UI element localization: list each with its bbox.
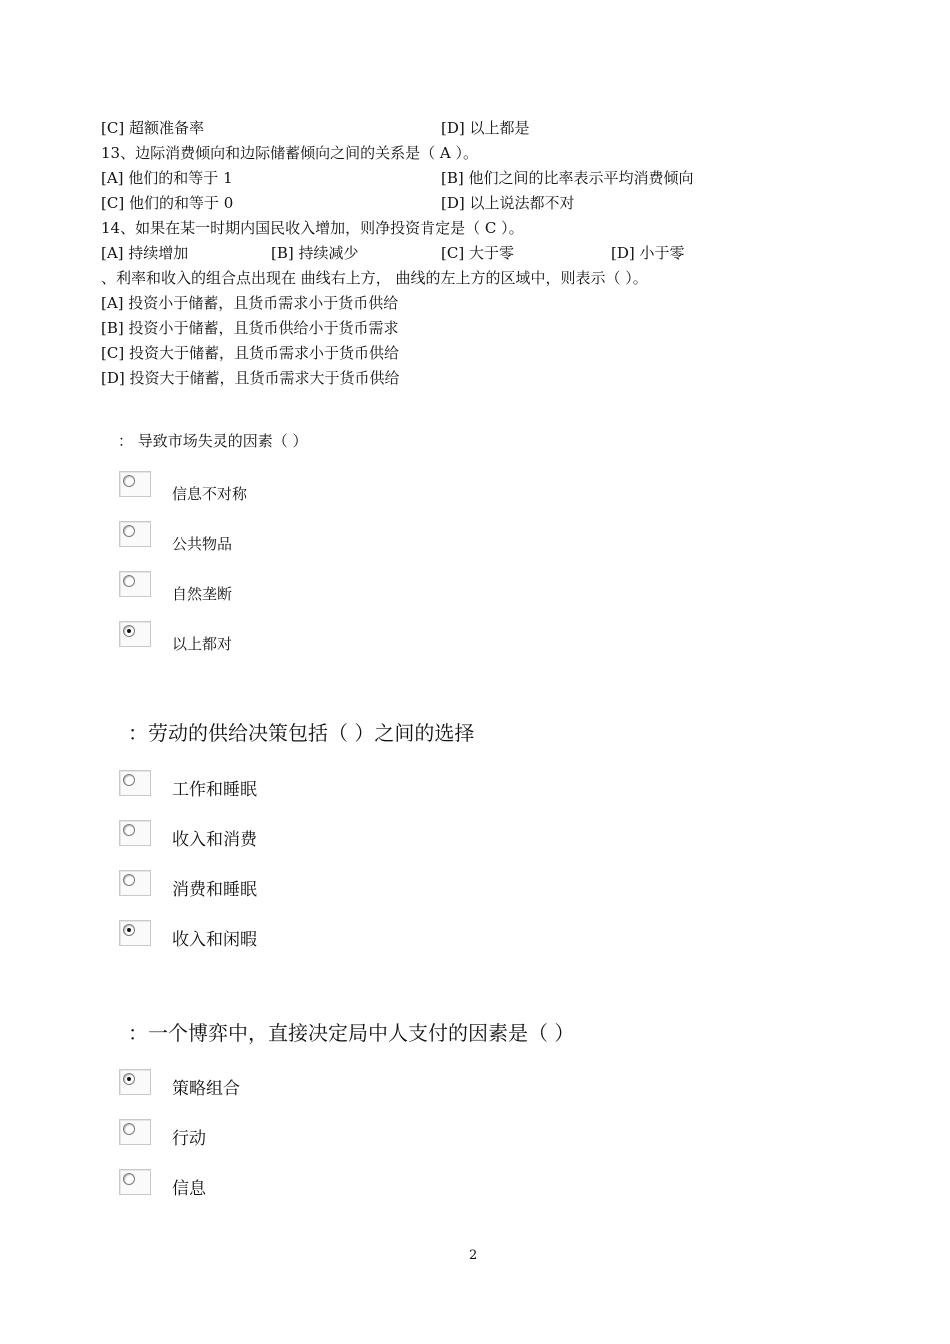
radio-q1-label-1: 信息不对称: [172, 485, 248, 503]
radio-q1-stem: ： 导致市场失灵的因素（ ）: [118, 432, 308, 450]
radio-button-selected-icon: [123, 625, 135, 637]
radio-q3-label-3: 信息: [172, 1179, 206, 1199]
radio-button-icon: [123, 525, 135, 537]
radio-q3-option-1[interactable]: [119, 1069, 151, 1095]
q13-option-c: [C] 他们的和等于 0: [101, 194, 234, 212]
radio-q1-label-3: 自然垄断: [172, 585, 233, 603]
q15-option-a: [A] 投资小于储蓄，且货币需求小于货币供给: [101, 294, 399, 312]
radio-button-selected-icon: [123, 924, 135, 936]
radio-q1-option-4[interactable]: [119, 621, 151, 647]
q15-option-d: [D] 投资大于储蓄，且货币需求大于货币供给: [101, 369, 400, 387]
radio-q2-label-1: 工作和睡眠: [172, 780, 257, 800]
q14-option-b: [B] 持续减少: [271, 244, 359, 262]
radio-q3-option-2[interactable]: [119, 1119, 151, 1145]
radio-button-selected-icon: [123, 1073, 135, 1085]
radio-q2-option-1[interactable]: [119, 770, 151, 796]
radio-button-icon: [123, 774, 135, 786]
radio-q1-option-3[interactable]: [119, 571, 151, 597]
radio-q2-option-4[interactable]: [119, 920, 151, 946]
radio-q1-label-4: 以上都对: [172, 635, 233, 653]
radio-q2-option-2[interactable]: [119, 820, 151, 846]
q15-option-c: [C] 投资大于储蓄，且货币需求小于货币供给: [101, 344, 399, 362]
radio-q3-option-3[interactable]: [119, 1169, 151, 1195]
q14-stem: 14、如果在某一时期内国民收入增加，则净投资肯定是（ C ）。: [101, 219, 524, 237]
q14-option-c: [C] 大于零: [441, 244, 514, 262]
radio-button-icon: [123, 1123, 135, 1135]
q13-option-d: [D] 以上说法都不对: [441, 194, 575, 212]
q13-option-a: [A] 他们的和等于 1: [101, 169, 233, 187]
q13-option-b: [B] 他们之间的比率表示平均消费倾向: [441, 169, 694, 187]
q14-option-d: [D] 小于零: [611, 244, 685, 262]
radio-q2-option-3[interactable]: [119, 870, 151, 896]
q12-option-c: [C] 超额准备率: [101, 119, 204, 137]
radio-button-icon: [123, 475, 135, 487]
page-number: 2: [469, 1248, 478, 1263]
radio-button-icon: [123, 575, 135, 587]
q13-stem: 13、边际消费倾向和边际储蓄倾向之间的关系是（ A ）。: [101, 144, 478, 162]
radio-q3-stem: ：一个博弈中，直接决定局中人支付的因素是（ ）: [128, 1021, 575, 1045]
q14-option-a: [A] 持续增加: [101, 244, 189, 262]
q12-option-d: [D] 以上都是: [441, 119, 530, 137]
radio-q1-label-2: 公共物品: [172, 535, 233, 553]
radio-q2-stem: ：劳动的供给决策包括（ ）之间的选择: [128, 721, 475, 745]
radio-q2-label-2: 收入和消费: [172, 830, 257, 850]
radio-button-icon: [123, 1173, 135, 1185]
radio-q3-label-2: 行动: [172, 1129, 206, 1149]
radio-q2-label-4: 收入和闲暇: [172, 930, 257, 950]
q15-stem: 、利率和收入的组合点出现在 曲线右上方， 曲线的左上方的区域中，则表示（ ）。: [101, 269, 648, 287]
radio-button-icon: [123, 824, 135, 836]
q15-option-b: [B] 投资小于储蓄，且货币供给小于货币需求: [101, 319, 399, 337]
radio-q2-label-3: 消费和睡眠: [172, 880, 257, 900]
radio-q1-option-2[interactable]: [119, 521, 151, 547]
radio-button-icon: [123, 874, 135, 886]
radio-q3-label-1: 策略组合: [172, 1079, 240, 1099]
radio-q1-option-1[interactable]: [119, 471, 151, 497]
